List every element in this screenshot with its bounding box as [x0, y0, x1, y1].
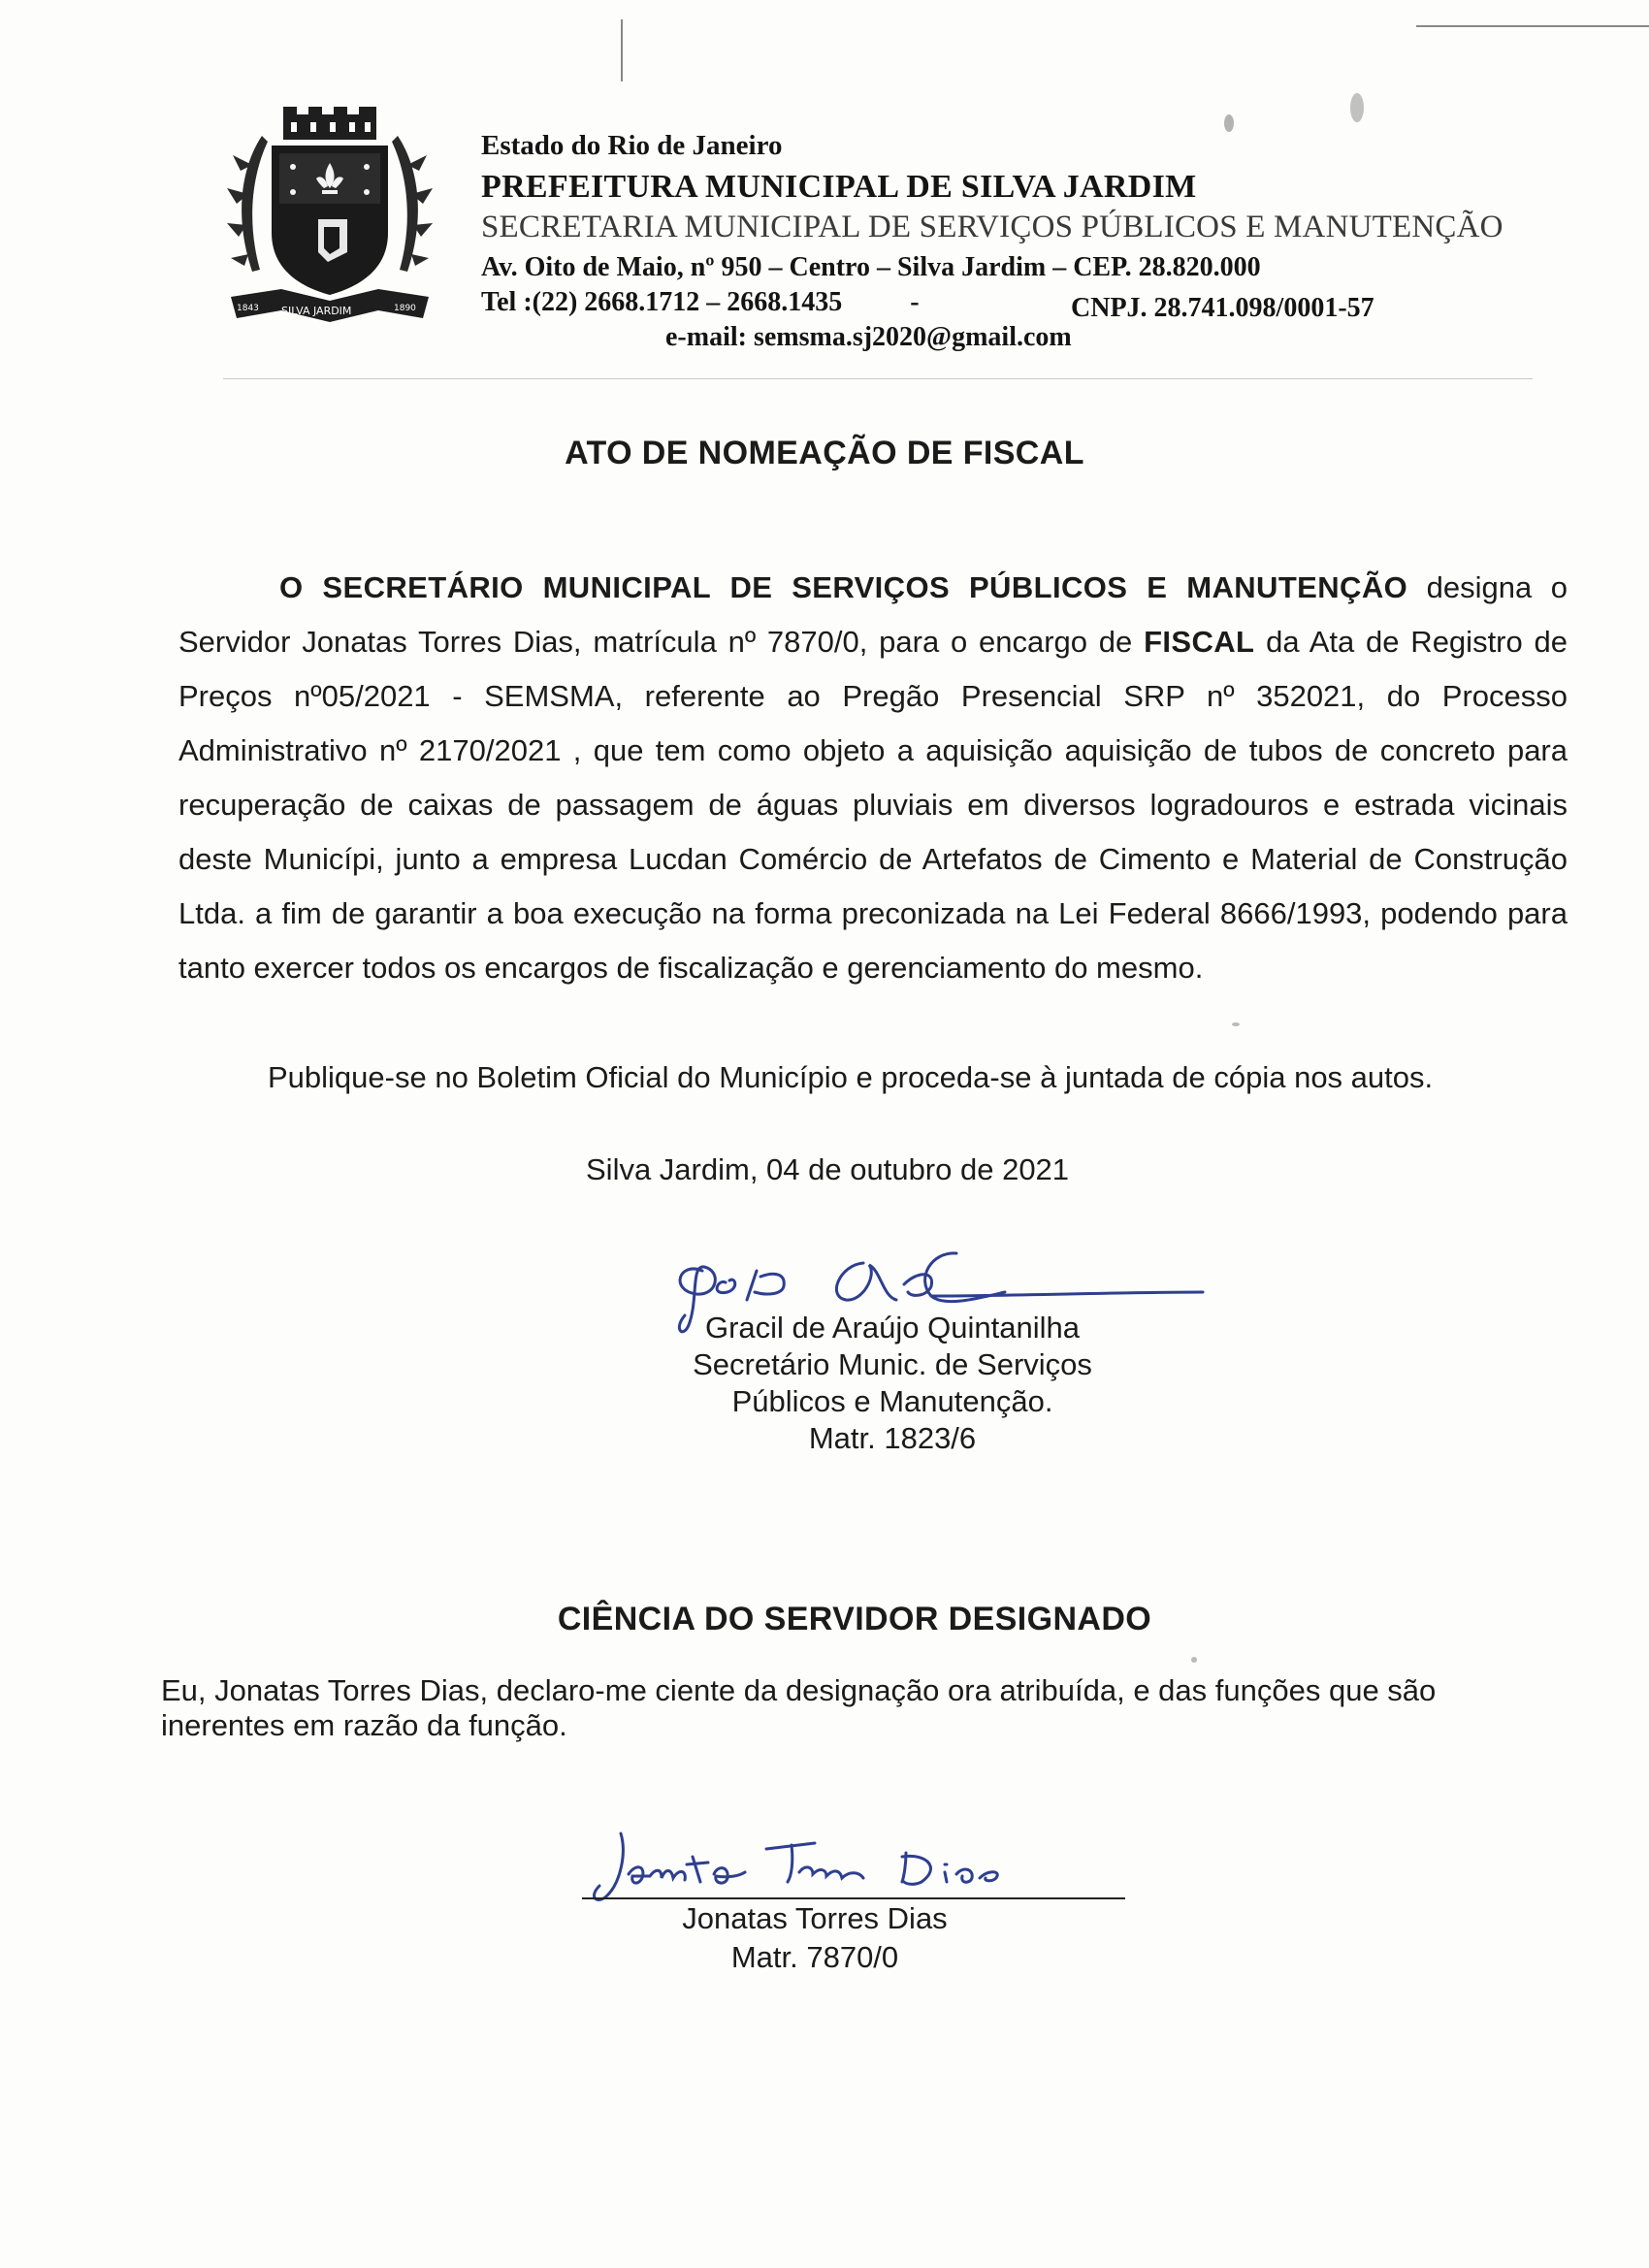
cnpj-line: CNPJ. 28.741.098/0001-57	[1071, 293, 1374, 323]
servant-registration: Matr. 7870/0	[730, 1940, 899, 1974]
publication-order: Publique-se no Boletim Oficial do Município e proceda-se à juntada de cópia nos autos.	[268, 1060, 1434, 1094]
servant-handwritten-signature	[572, 1814, 1154, 1911]
crest-year-right: 1890	[394, 304, 416, 313]
secretary-role-line1: Secretário Munic. de Serviços	[693, 1347, 1092, 1381]
secretaria-name: SECRETARIA MUNICIPAL DE SERVIÇOS PÚBLICOS E MANUTENÇÃO	[481, 210, 1504, 244]
appointment-body	[178, 561, 1568, 995]
secretary-name: Gracil de Araújo Quintanilha	[704, 1311, 1080, 1345]
prefeitura-name: PREFEITURA MUNICIPAL DE SILVA JARDIM	[481, 169, 1197, 205]
phone-separator: -	[910, 287, 920, 317]
state-name: Estado do Rio de Janeiro	[481, 130, 783, 161]
paper-crease-mark	[621, 19, 623, 81]
place-and-date: Silva Jardim, 04 de outubro de 2021	[586, 1152, 1070, 1186]
municipal-coat-of-arms-icon	[223, 107, 436, 330]
document-title: ATO DE NOMEAÇÃO DE FISCAL	[565, 435, 1084, 471]
scan-edge-line	[1416, 25, 1649, 27]
header-divider	[223, 378, 1533, 379]
letterhead-header	[223, 107, 1581, 359]
body-lead-bold: O SECRETÁRIO MUNICIPAL DE SERVIÇOS PÚBLICOS E MANUTENÇÃO	[279, 570, 1408, 604]
secretary-role-line2: Públicos e Manutenção.	[731, 1384, 1053, 1418]
phone-numbers: Tel :(22) 2668.1712 – 2668.1435	[481, 287, 843, 317]
crest-banner-text: SILVA JARDIM	[281, 305, 352, 317]
scan-speck	[1232, 1022, 1240, 1026]
body-part-1: designa o Servidor Jonatas Torres Dias, matrícula nº 7870/0, para o encargo de	[178, 570, 1568, 659]
servant-name: Jonatas Torres Dias	[682, 1901, 948, 1935]
crest-year-left: 1843	[237, 304, 259, 313]
body-part-2: da Ata de Registro de Preços nº05/2021 - SEMSMA, referente ao Pregão Presencial SRP nº 352021, do Processo Administrativo nº 2170/2021 , que tem como objeto a aquisição aquisição de tubos de concreto para recuperação de caixas de passagem de águas pluviais em diversos logradouros e estrada vicinais deste Municípi, junto a empresa Lucdan Comércio de Artefatos de Cimento e Material de Construção Ltda. a fim de garantir a boa execução na forma preconizada na Lei Federal 8666/1993, podendo para tanto exercer todos os encargos de fiscalização e gerenciamento do mesmo.	[178, 625, 1568, 985]
secretary-registration: Matr. 1823/6	[808, 1421, 977, 1455]
email-line: e-mail: semsma.sj2020@gmail.com	[665, 322, 1072, 352]
ciencia-statement: Eu, Jonatas Torres Dias, declaro-me ciente da designação ora atribuída, e das funções que são inerentes em razão da função.	[161, 1673, 1437, 1742]
phone-line	[481, 287, 920, 318]
address-line: Av. Oito de Maio, nº 950 – Centro – Silva Jardim – CEP. 28.820.000	[481, 252, 1261, 282]
servant-signature-block	[630, 1899, 999, 1977]
ciencia-title: CIÊNCIA DO SERVIDOR DESIGNADO	[557, 1601, 1152, 1637]
body-fiscal-bold: FISCAL	[1144, 625, 1255, 659]
scan-speck	[1191, 1657, 1197, 1663]
secretary-signature-block	[669, 1310, 1116, 1457]
